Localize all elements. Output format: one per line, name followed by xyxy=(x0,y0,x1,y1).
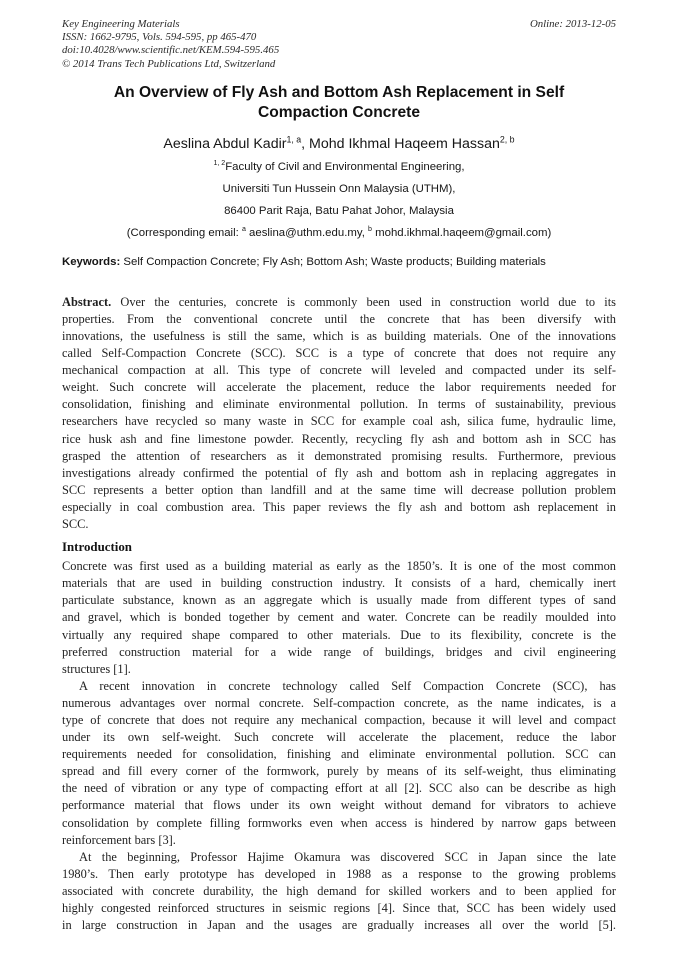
keywords-line xyxy=(62,255,616,270)
paper-title-line-1: An Overview of Fly Ash and Bottom Ash Replacement in Self xyxy=(113,83,565,101)
text-line: the need of vibration or any type of compacting effort at all [2]. SCC also can be describe as high xyxy=(62,781,616,796)
text-line: structures [1]. xyxy=(62,661,131,676)
online-date: Online: 2013-12-05 xyxy=(529,18,616,30)
text-line: type of concrete that does not require any mechanical compaction, because it will level and compact xyxy=(62,712,616,727)
doi-line: doi:10.4028/www.scientific.net/KEM.594-595.465 xyxy=(62,44,280,57)
text-line: especially in coal combustion area. This paper reviews the fly ash and bottom ash replacement in xyxy=(62,499,616,514)
copyright-line: © 2014 Trans Tech Publications Ltd, Switzerland xyxy=(62,57,276,70)
text-line: numerous advantages over normal concrete. Self-compaction concrete, as the name indicates, is a xyxy=(62,695,616,710)
page-header xyxy=(62,18,616,71)
text-line: particulate substance, known as an aggregate which is usually made from different types of sand xyxy=(62,593,616,608)
text-line: consolidation, finishing and eliminate environmental pollution. In terms of sustainability, previous xyxy=(62,397,616,412)
text-line: under its own self-weight. Such concrete will accelerate the placement, reduce the labor xyxy=(62,730,616,745)
authors-line xyxy=(62,136,616,152)
intro-paragraph-3 xyxy=(62,849,616,934)
affiliation-faculty: Faculty of Civil and Environmental Engineering, xyxy=(225,160,465,173)
text-line: and gravel, which is bonded together by cement and water. Concrete can be readily moulded into xyxy=(62,610,616,625)
paper-title xyxy=(62,83,616,123)
text-line: SCC represents a better option than landfill and at the same time will decrease pollution problem xyxy=(62,482,616,497)
text-line: grasped the attention of researchers as it demonstrated promising results. Furthermore, previous xyxy=(62,448,616,463)
email-b: mohd.ikhmal.haqeem@gmail.com) xyxy=(371,226,552,239)
email-a-superscript: a xyxy=(241,226,246,234)
text-line: innovations, the usefulness is still the same, which is as building materials. One of the innovations xyxy=(62,329,616,343)
journal-title: Key Engineering Materials xyxy=(62,18,180,30)
author-1-superscript: 1, a xyxy=(286,134,302,145)
text-line: performance material that flows under its own weight without demand for vibrators to achieve xyxy=(62,798,616,813)
email-a: aeslina@uthm.edu.my, xyxy=(245,226,369,239)
abstract-paragraph xyxy=(62,294,616,533)
text-line: 1980’s. Then early prototype has developed in 1988 as a response to the growing problems xyxy=(62,866,616,881)
affiliation-block xyxy=(62,156,616,244)
text-line: rice husk ash and fine limestone powder. Recently, recycling fly ash and bottom ash in SCC has xyxy=(62,431,616,446)
text-line: researchers have recycled so many waste in SCC for example coal ash, silica fume, hydraulic lime, xyxy=(62,414,616,429)
keywords-text: Self Compaction Concrete; Fly Ash; Bottom Ash; Waste products; Building materials xyxy=(120,255,546,268)
text-line: highly congested reinforced structures in seismic regions [4]. Since that, SCC has been widely used xyxy=(62,901,616,915)
paper-title-line-2: Compaction Concrete xyxy=(257,103,421,121)
text-line: reinforcement bars [3]. xyxy=(62,832,176,847)
author-1-name: Aeslina Abdul Kadir xyxy=(163,135,287,152)
text-line: preferred construction material for a wide range of buildings, bridges and civil engineering xyxy=(62,644,616,659)
text-line: materials that are used in building construction industry. It consists of a hard, chemically inert xyxy=(62,576,616,591)
text-line: At the beginning, Professor Hajime Okamura was discovered SCC in Japan since the late xyxy=(79,849,616,864)
email-prefix: (Corresponding email: xyxy=(126,226,242,239)
text-line: consolidation by complete filling formworks even when access is hindered by narrow gaps between xyxy=(62,815,616,830)
text-line: Concrete was first used as a building material as early as the 1850’s. It is one of the most common xyxy=(62,559,616,574)
author-separator: , xyxy=(301,135,310,152)
keywords-label: Keywords: xyxy=(62,255,121,268)
text-line: mechanical compaction at all. This type of concrete will leveled and compacted under its self- xyxy=(62,363,616,378)
intro-paragraph-1 xyxy=(62,558,616,678)
issn-line: ISSN: 1662-9795, Vols. 594-595, pp 465-470 xyxy=(62,31,257,44)
paragraph-label: Abstract. xyxy=(62,294,121,309)
intro-paragraph-2 xyxy=(62,678,616,849)
text-line: in large construction in Japan and the usages are gradually increases all over the world [5]. xyxy=(62,918,616,933)
corresponding-email-line xyxy=(62,222,616,244)
section-heading-introduction: Introduction xyxy=(62,540,132,555)
text-line: associated with concrete durability, the high demand for skilled workers and to been applied for xyxy=(62,883,616,898)
text-line: weight. Such concrete will accelerate the placement, reduce the labor requirements needed for xyxy=(62,380,616,395)
text-line: A recent innovation in concrete technology called Self Compaction Concrete (SCC), has xyxy=(79,678,616,693)
text-line: spread and fill every corner of the formwork, purely by means of its self-weight, thus eliminating xyxy=(62,764,616,779)
affiliation-line-3: 86400 Parit Raja, Batu Pahat Johor, Malaysia xyxy=(224,204,454,217)
text-line: SCC. xyxy=(62,517,89,532)
email-b-superscript: b xyxy=(368,226,372,234)
affiliation-line-1 xyxy=(62,156,616,178)
author-2-superscript: 2, b xyxy=(499,134,515,145)
affiliation-superscript: 1, 2 xyxy=(213,160,226,168)
text-line: investigations already confirmed the potential of fly ash and bottom ash in replacing aggregates in xyxy=(62,465,616,480)
author-2-name: Mohd Ikhmal Haqeem Hassan xyxy=(309,135,500,152)
text-line: called Self-Compaction Concrete (SCC). SCC is a type of concrete that does not require any xyxy=(62,346,616,361)
text-line: virtually any required shape compared to other materials. Due to its flexibility, concrete is the xyxy=(62,627,616,642)
text-line: Abstract. Over the centuries, concrete is commonly been used in construction world due to its xyxy=(62,294,616,309)
affiliation-line-2: Universiti Tun Hussein Onn Malaysia (UTHM), xyxy=(222,182,456,195)
text-line: properties. From the conventional concrete until the concrete that has been diversify with xyxy=(62,311,616,326)
text-line: requirements needed for consolidation, finishing and eliminate environmental pollution. SCC can xyxy=(62,747,616,762)
